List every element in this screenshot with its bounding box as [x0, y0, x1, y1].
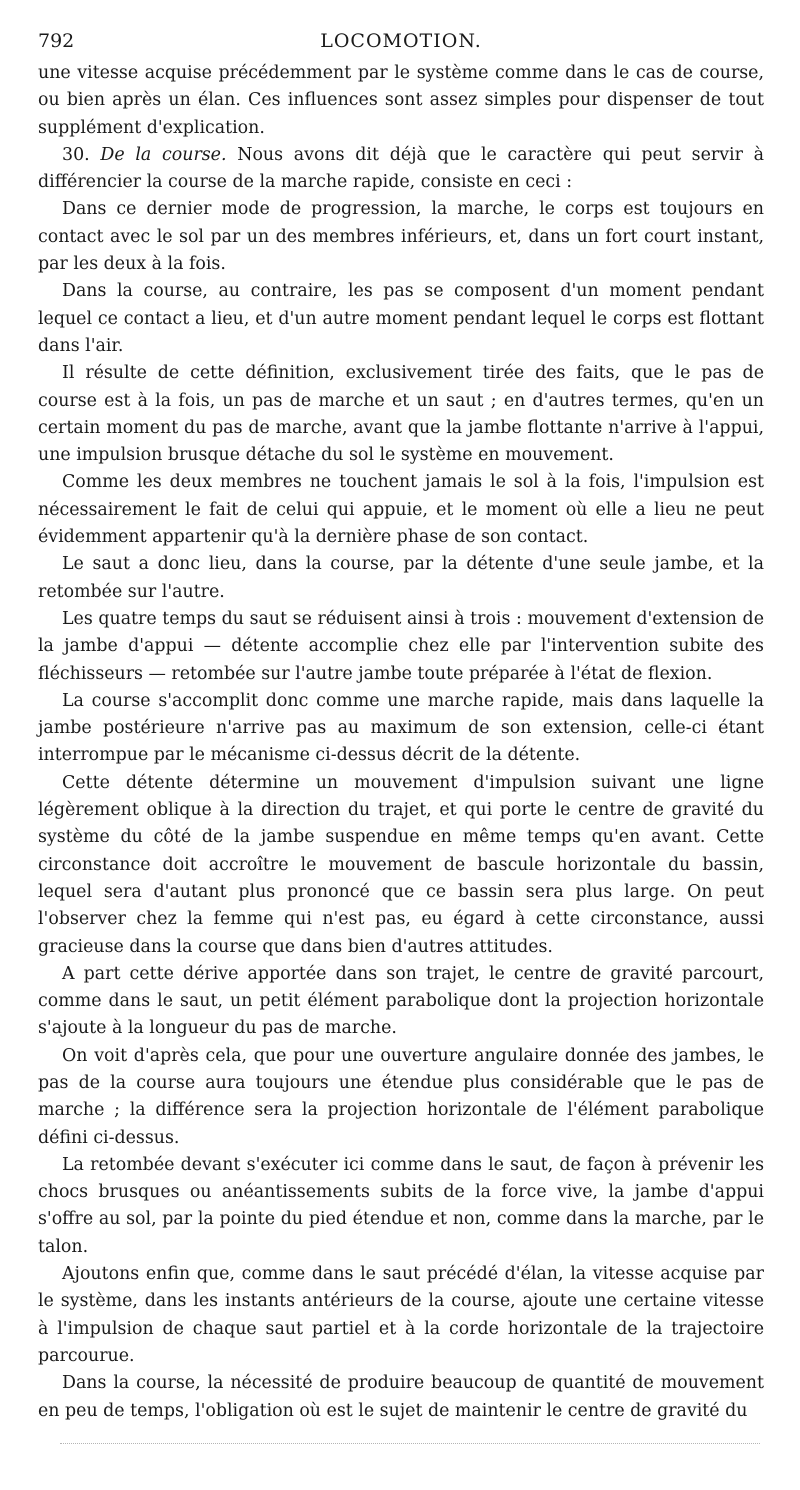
paragraph: Dans la course, la nécessité de produire beaucoup de quantité de mouvement en peu de temps, l'obligation où est le sujet de maintenir le centre de gravité du [38, 1373, 764, 1421]
paragraph: On voit d'après cela, que pour une ouverture angulaire donnée des jambes, le pas de la course aura toujours une étendue plus considérable que le pas de marche ; la différence sera la projection horizontale de l'élément parabolique défini ci-dessus. [38, 1045, 764, 1148]
paragraph: La course s'accomplit donc comme une marche rapide, mais dans laquelle la jambe postérieure n'arrive pas au maximum de son extension, celle-ci étant interrompue par le mécanisme ci-dessus décrit de la détente. [38, 690, 764, 766]
section-heading: De la course. [100, 144, 227, 165]
section-paragraph: 30. De la course. Nous avons dit déjà que le caractère qui peut servir à différencier la course de la marche rapide, consiste en ceci : [38, 144, 764, 193]
page-header [38, 30, 764, 60]
paragraph: A part cette dérive apportée dans son trajet, le centre de gravité parcourt, comme dans le saut, un petit élément parabolique dont la projection horizontale s'ajoute à la longueur du pas de marche. [38, 963, 764, 1039]
running-head: LOCOMOTION. [320, 30, 482, 52]
paragraph: Cette détente détermine un mouvement d'impulsion suivant une ligne légèrement oblique à la direction du trajet, et qui porte le centre de gravité du système du côté de la jambe suspendue en même temps qu'en avant. Cette circonstance doit accroître le mouvement de bascule horizontale du bassin, lequel sera d'autant plus prononcé que ce bassin sera plus large. On peut l'observer chez la femme qui n'est pas, eu égard à cette circonstance, aussi gracieuse dans la course que dans bien d'autres attitudes. [38, 772, 764, 957]
paragraph: Les quatre temps du saut se réduisent ainsi à trois : mouvement d'extension de la jambe d'appui — détente accomplie chez elle par l'intervention subite des fléchisseurs — retombée sur l'autre jambe toute préparée à l'état de flexion. [38, 608, 764, 684]
section-number: 30. [62, 144, 90, 165]
paragraph: Dans la course, au contraire, les pas se composent d'un moment pendant lequel ce contact a lieu, et d'un autre moment pendant lequel le corps est flottant dans l'air. [38, 281, 764, 356]
footer-rule [60, 1443, 760, 1444]
body-text [38, 60, 764, 1425]
paragraph: une vitesse acquise précédemment par le système comme dans le cas de course, ou bien après un élan. Ces influences sont assez simples pour dispenser de tout supplément d'explication. [38, 63, 764, 138]
paragraph: La retombée devant s'exécuter ici comme dans le saut, de façon à prévenir les chocs brusques ou anéantissements subits de la force vive, la jambe d'appui s'offre au sol, par la pointe du pied étendue et non, comme dans la marche, par le talon. [38, 1154, 764, 1257]
paragraph: Dans ce dernier mode de progression, la marche, le corps est toujours en contact avec le sol par un des membres inférieurs, et, dans un fort court instant, par les deux à la fois. [38, 199, 764, 275]
paragraph: Il résulte de cette définition, exclusivement tirée des faits, que le pas de course est à la fois, un pas de marche et un saut ; en d'autres termes, qu'en un certain moment du pas de marche, avant que la jambe flottante n'arrive à l'appui, une impulsion brusque détache du sol le système en mouvement. [38, 363, 764, 466]
page-number: 792 [38, 30, 75, 52]
paragraph: Comme les deux membres ne touchent jamais le sol à la fois, l'impulsion est nécessairement le fait de celui qui appuie, et le moment où elle a lieu ne peut évidemment appartenir qu'à la dernière phase de son contact. [38, 472, 764, 548]
paragraph: Ajoutons enfin que, comme dans le saut précédé d'élan, la vitesse acquise par le système, dans les instants antérieurs de la course, ajoute une certaine vitesse à l'impulsion de chaque saut partiel et à la corde horizontale de la trajectoire parcourue. [38, 1264, 764, 1366]
paragraph: Le saut a donc lieu, dans la course, par la détente d'une seule jambe, et la retombée sur l'autre. [38, 554, 764, 602]
